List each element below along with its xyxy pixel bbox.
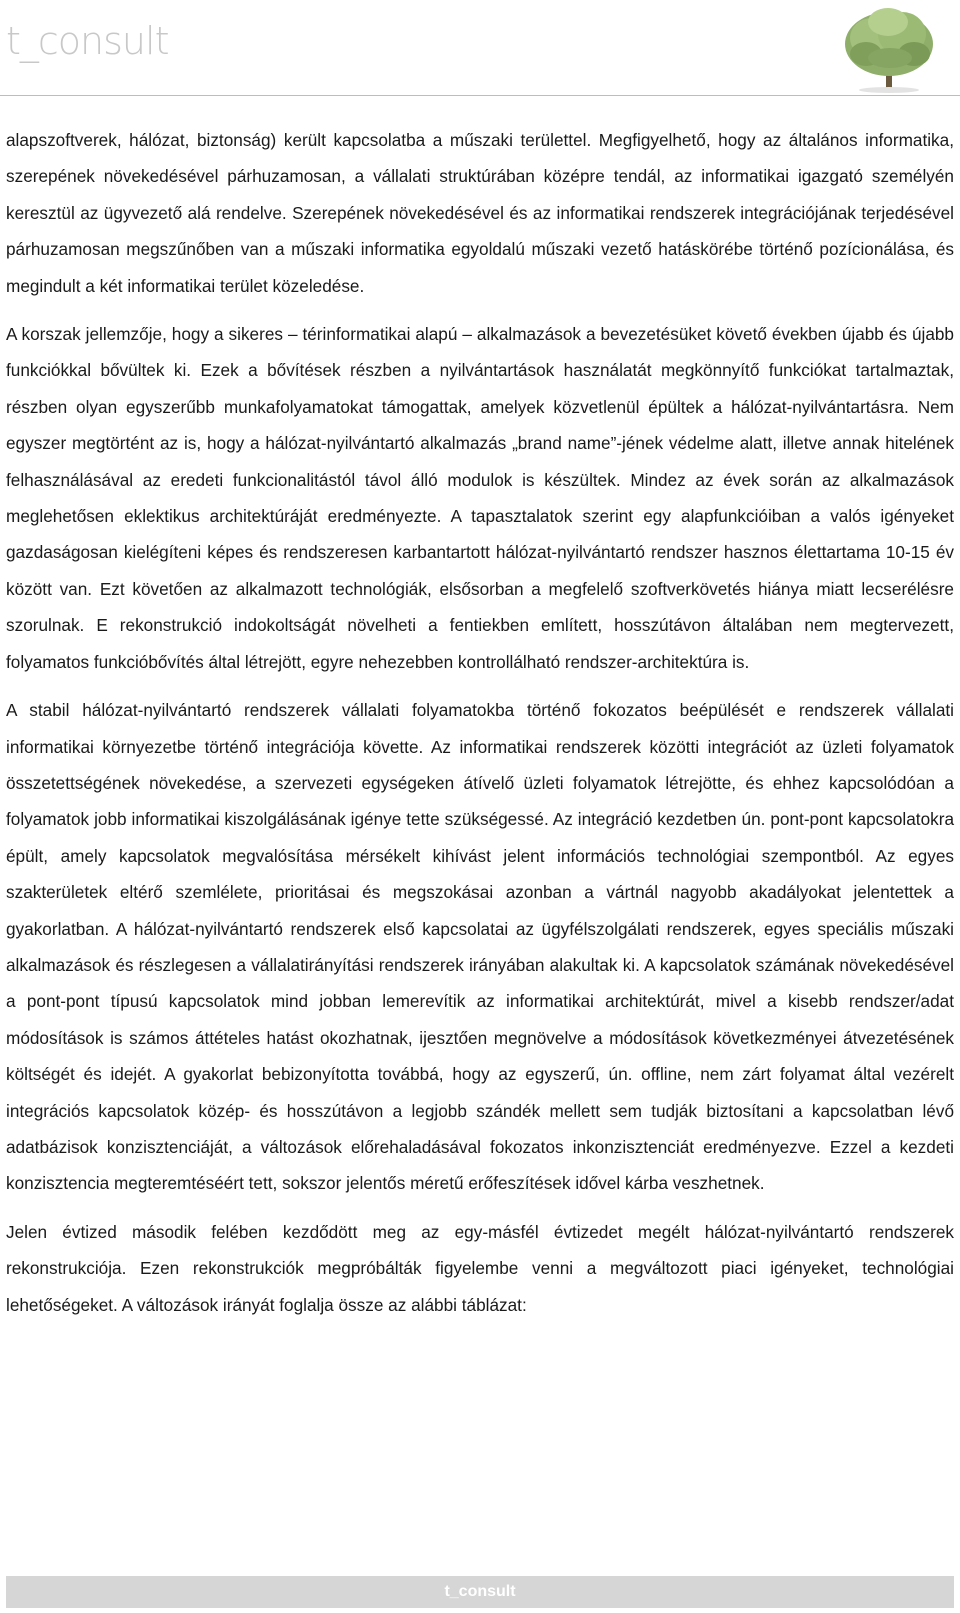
logo-text (6, 19, 169, 63)
header-divider (0, 95, 960, 96)
page-footer (6, 1576, 954, 1608)
paragraph: Jelen évtized második felében kezdődött meg az egy-másfél évtizedet megélt hálózat-nyilvántartó rendszerek rekonstrukciója. Ezen rekonstrukciók megpróbálták figyelembe venni a megváltozott piaci igényeket, technológiai lehetőségeket. A változások irányát foglalja össze az alábbi táblázat: (6, 1221, 954, 1315)
paragraph: alapszoftverek, hálózat, biztonság) került kapcsolatba a műszaki területtel. Megfigyelhető, hogy az általános informatika, szerepének növekedésével párhuzamosan, a vállalati struktúrában középre tendál, az informatikai igazgató személyén keresztül az ügyvezető alá rendelve. Szerepének növekedésével és az informatikai rendszerek integrációjának terjedésével párhuzamosan megszűnőben van a műszaki informatika egyoldalú műszaki vezető hatáskörébe történő pozícionálása, és megindult a két informatikai terület közeledése. (6, 130, 954, 296)
tree-logo-icon (836, 4, 942, 94)
paragraph: A korszak jellemzője, hogy a sikeres – térinformatikai alapú – alkalmazások a bevezetésüket követő években újabb és újabb funkciókkal bővültek ki. Ezek a bővítések részben a nyilvántartások használatát megkönnyítő funkciókat tartalmaztak, részben olyan egyszerűbb munkafolyamatokat támogattak, amelyek közvetlenül épültek a hálózat-nyilvántartásra. Nem egyszer megtörtént az is, hogy a hálózat-nyilvántartó alkalmazás „brand name”-jének védelme alatt, illetve annak hitelének felhasználásával az eredeti funkcionalitástól távol álló modulok is készültek. Mindez az évek során az alkalmazások meglehetősen eklektikus architektúráját eredményezte. A tapasztalatok szerint egy alapfunkcióiban a valós igényeket gazdaságosan kielégíteni képes és rendszeresen karbantartott hálózat-nyilvántartó rendszer hasznos élettartama 10-15 év között van. Ezt követően az alkalmazott technológiák, elsősorban a megfelelő szoftverkövetés hiánya miatt lecserélésre szorulnak. E rekonstrukció indokoltságát növelheti a fentiekben említett, hosszútávon általában nem megtervezett, folyamatos funkcióbővítés által létrejött, egyre nehezebben kontrollálható rendszer-architektúra is. (6, 324, 954, 672)
logo-wordmark: t_consult (6, 19, 169, 63)
footer-label: t_consult (444, 1583, 516, 1600)
document-body (6, 122, 954, 1335)
paragraph: A stabil hálózat-nyilvántartó rendszerek vállalati folyamatokba történő fokozatos beépülését e rendszerek vállalati informatikai környezetbe történő integrációja követte. Az informatikai rendszerek közötti integrációt az üzleti folyamatok összetettségének növekedése, a szervezeti egységeken átívelő üzleti folyamatok létrejötte, és ehhez kapcsolódóan a folyamatok jobb informatikai kiszolgálásának igénye tette szükségessé. Az integráció kezdetben ún. pont-pont kapcsolatokra épült, amely kapcsolatok megvalósítása mérsékelt kihívást jelent információs technológiai szempontból. Az egyes szakterületek eltérő szemlélete, prioritásai és megszokásai azonban a vártnál nagyobb akadályokat jelentettek a gyakorlatban. A hálózat-nyilvántartó rendszerek első kapcsolatai az ügyfélszolgálati rendszerek, egyes speciális műszaki alkalmazások és részlegesen a vállalatirányítási rendszerek irányában alakultak ki. A kapcsolatok számának növekedésével a pont-pont típusú kapcsolatok mind jobban lemerevítik az informatikai architektúrát, mivel a kisebb rendszer/adat módosítások is számos áttételes hatást okozhatnak, ijesztően megnövelve a módosítások következményei átvezetésének költségét és idejét. A gyakorlat bebizonyította továbbá, hogy az egyszerű, ún. offline, nem zárt folyamat által vezérelt integrációs kapcsolatok közép- és hosszútávon a legjobb szándék mellett sem tudják biztosítani a kapcsolatban lévő adatbázisok konzisztenciáját, a változások előrehaladásával fokozatos inkonzisztenciát eredményezve. Ezzel a kezdeti konzisztencia megteremtéséért tett, sokszor jelentős méretű erőfeszítések idővel kárba veszhetnek. (6, 700, 954, 1194)
page-header (0, 0, 960, 96)
